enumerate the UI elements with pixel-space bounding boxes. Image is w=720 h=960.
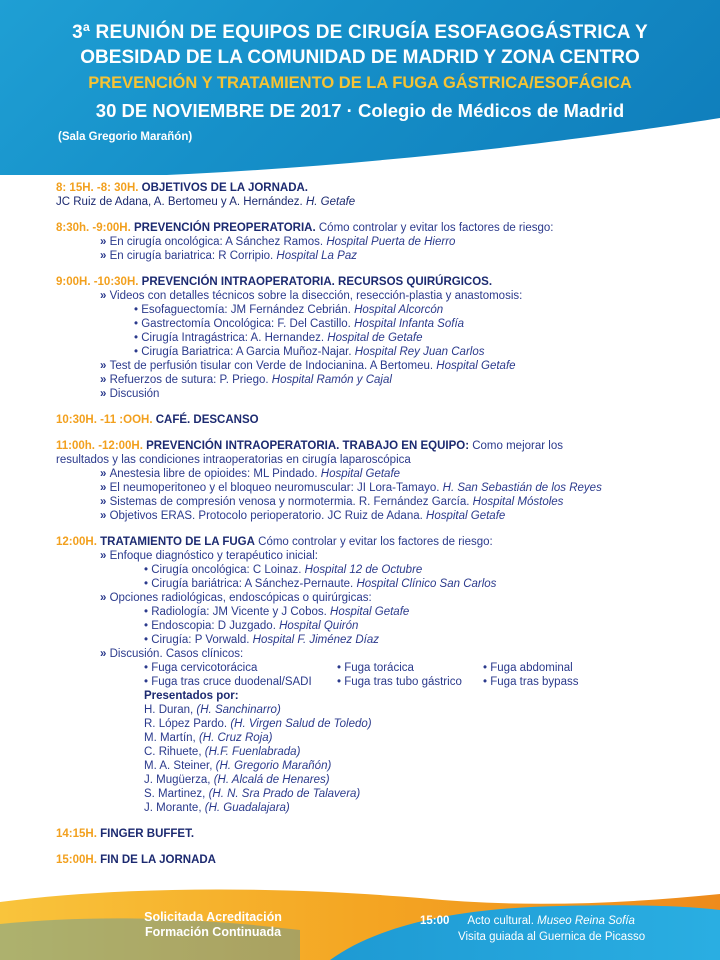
case-item: • Fuga tras cruce duodenal/SADI: [144, 675, 337, 689]
session-time: 15:00H.: [56, 854, 97, 866]
item-text: Objetivos ERAS. Protocolo perioperatorio. JC Ruiz de Adana.: [109, 510, 423, 522]
presenter-name: J. Mugüerza,: [144, 774, 211, 786]
presenter: [56, 759, 676, 773]
case-item: • Fuga torácica: [337, 661, 483, 675]
speakers: JC Ruiz de Adana, A. Bertomeu y A. Hernández.: [56, 196, 303, 208]
presented-by-label: Presentados por:: [144, 690, 239, 702]
hospital: (H. Guadalajara): [204, 802, 290, 814]
presenter-name: M. A. Steiner,: [144, 760, 213, 772]
session-title: TRATAMIENTO DE LA FUGA: [100, 536, 255, 548]
hospital: (H. N. Sra Prado de Talavera): [208, 788, 361, 800]
session-coffee: [56, 413, 676, 427]
activity-detail: Visita guiada al Guernica de Picasso: [458, 931, 646, 943]
hospital: Hospital Getafe: [330, 606, 410, 618]
hospital: Hospital Getafe: [436, 360, 516, 372]
session-title: OBJETIVOS DE LA JORNADA.: [141, 182, 309, 194]
item-text: Gastrectomía Oncológica: F. Del Castillo.: [141, 318, 351, 330]
session-title: FINGER BUFFET.: [100, 828, 195, 840]
hospital: Hospital Rey Juan Carlos: [354, 346, 485, 358]
hospital: (H.F. Fuenlabrada): [204, 746, 301, 758]
session-time: 9:00H. -10:30H.: [56, 276, 139, 288]
presenter: [56, 717, 676, 731]
presenter: [56, 801, 676, 815]
presenter-name: M. Martín,: [144, 732, 196, 744]
list-item: [56, 289, 676, 303]
list-subitem: [56, 345, 676, 359]
cases-row: [56, 675, 676, 689]
session-buffet: [56, 827, 676, 841]
cases-row: [56, 661, 676, 675]
case-item: • Fuga tras tubo gástrico: [337, 675, 483, 689]
item-text: En cirugía bariatrica: R Corripio.: [109, 250, 274, 262]
list-item: [56, 495, 676, 509]
date-place: 30 DE NOVIEMBRE DE 2017 · Colegio de Médicos de Madrid: [95, 100, 625, 121]
session-time: 8:30h. -9:00H.: [56, 222, 131, 234]
hospital: Hospital Infanta Sofía: [354, 318, 465, 330]
session-title: CAFÉ. DESCANSO: [155, 414, 259, 426]
list-item: [56, 373, 676, 387]
activity-text: Acto cultural.: [467, 915, 534, 927]
item-text: Anestesia libre de opioides: ML Pindado.: [109, 468, 318, 480]
hospital: (H. Virgen Salud de Toledo): [230, 718, 372, 730]
hospital: (H. Gregorio Marañón): [215, 760, 332, 772]
item-text: Sistemas de compresión venosa y normotermia. R. Fernández García.: [109, 496, 470, 508]
list-subitem: [56, 633, 676, 647]
session-subtitle: Cómo controlar y evitar los factores de riesgo:: [318, 222, 554, 234]
header-wave-shape: [0, 118, 720, 188]
list-item: [56, 647, 676, 661]
subtitle: PREVENCIÓN Y TRATAMIENTO DE LA FUGA GÁSTRICA/ESOFÁGICA: [88, 74, 632, 92]
room: (Sala Gregorio Marañón): [58, 131, 193, 143]
session-time: 14:15H.: [56, 828, 97, 840]
presenter-name: C. Rihuete,: [144, 746, 202, 758]
activity-time: 15:00: [420, 915, 450, 927]
session-subtitle-cont: resultados y las condiciones intraoperatorias en cirugía laparoscópica: [56, 454, 411, 466]
session-title: FIN DE LA JORNADA: [100, 854, 216, 866]
list-subitem: [56, 317, 676, 331]
session-time: 8: 15H. -8: 30H.: [56, 182, 139, 194]
presenter: [56, 703, 676, 717]
case-item: • Fuga abdominal: [483, 661, 676, 675]
hospital: Hospital Móstoles: [472, 496, 564, 508]
presenter-name: R. López Pardo.: [144, 718, 228, 730]
session-subtitle: Como mejorar los: [472, 440, 563, 452]
list-item: [56, 549, 676, 563]
list-item: [56, 235, 676, 249]
item-text: En cirugía oncológica: A Sánchez Ramos.: [109, 236, 324, 248]
hospital: Hospital Quirón: [279, 620, 359, 632]
item-text: Test de perfusión tisular con Verde de Indocianina. A Bertomeu.: [109, 360, 434, 372]
session-time: 12:00H.: [56, 536, 97, 548]
item-text: Cirugía oncológica: C Loinaz.: [151, 564, 302, 576]
item-text: El neumoperitoneo y el bloqueo neuromuscular: JI Lora-Tamayo.: [109, 482, 440, 494]
list-item: [56, 359, 676, 373]
list-subitem: [56, 563, 676, 577]
case-item: • Fuga tras bypass: [483, 675, 676, 689]
presenter-name: J. Morante,: [144, 802, 202, 814]
hospital: (H. Cruz Roja): [198, 732, 273, 744]
item-text: Cirugía Intragástrica: A. Hernandez.: [141, 332, 325, 344]
session-time: 10:30H. -11 :OOH.: [56, 414, 153, 426]
accreditation-line-1: Solicitada Acreditación: [144, 910, 282, 924]
session-intraop-team: [56, 439, 676, 523]
session-title: PREVENCIÓN INTRAOPERATORIA. RECURSOS QUIRÚRGICOS.: [141, 276, 493, 288]
item-text: Endoscopia: D Juzgado.: [151, 620, 276, 632]
hospital: Hospital Ramón y Cajal: [271, 374, 392, 386]
item-text: Enfoque diagnóstico y terapéutico inicial:: [109, 550, 319, 562]
hospital: Hospital Puerta de Hierro: [326, 236, 456, 248]
cultural-activity: [420, 913, 690, 945]
hospital: Hospital de Getafe: [327, 332, 423, 344]
title-line-2: OBESIDAD DE LA COMUNIDAD DE MADRID Y ZONA CENTRO: [80, 47, 640, 68]
case-item: • Fuga cervicotorácica: [144, 661, 337, 675]
list-item: [56, 481, 676, 495]
hospital: Hospital Getafe: [426, 510, 506, 522]
hospital: Hospital Alcorcón: [354, 304, 444, 316]
session-subtitle: Cómo controlar y evitar los factores de riesgo:: [258, 536, 493, 548]
item-text: Cirugía bariátrica: A Sánchez-Pernaute.: [151, 578, 354, 590]
item-text: Esofaguectomía: JM Fernández Cebrián.: [141, 304, 351, 316]
hospital: Hospital Clínico San Carlos: [356, 578, 497, 590]
session-intraop-resources: [56, 275, 676, 401]
list-item: [56, 591, 676, 605]
presenter: [56, 773, 676, 787]
presenter-name: H. Duran,: [144, 704, 194, 716]
hospital: Hospital La Paz: [276, 250, 357, 262]
hospital: (H. Alcalá de Henares): [213, 774, 330, 786]
title-line-1: 3ª REUNIÓN DE EQUIPOS DE CIRUGÍA ESOFAGOGÁSTRICA Y: [72, 22, 648, 43]
accreditation-line-2: Formación Continuada: [144, 925, 282, 939]
hospital: Hospital 12 de Octubre: [304, 564, 423, 576]
item-text: Cirugía: P Vorwald.: [151, 634, 250, 646]
session-time: 11:00h. -12:00H.: [56, 440, 143, 452]
item-text: Radiología: JM Vicente y J Cobos.: [151, 606, 327, 618]
presenter: [56, 787, 676, 801]
hospital: H. Getafe: [305, 196, 356, 208]
session-title: PREVENCIÓN INTRAOPERATORIA. TRABAJO EN EQUIPO:: [146, 440, 470, 452]
list-item: [56, 509, 676, 523]
session-leak-treatment: [56, 535, 676, 815]
item-text: Discusión. Casos clínicos:: [109, 648, 244, 660]
activity-place: Museo Reina Sofía: [537, 915, 635, 927]
list-subitem: [56, 605, 676, 619]
program: [56, 181, 676, 879]
list-subitem: [56, 619, 676, 633]
accreditation-note: [118, 910, 308, 940]
list-item: [56, 467, 676, 481]
list-item: [56, 387, 676, 401]
hospital: H. San Sebastián de los Reyes: [442, 482, 602, 494]
list-subitem: [56, 577, 676, 591]
presenter: [56, 745, 676, 759]
item-text: Refuerzos de sutura: P. Priego.: [109, 374, 269, 386]
list-subitem: [56, 303, 676, 317]
session-preop: [56, 221, 676, 263]
hospital: Hospital F. Jiménez Díaz: [252, 634, 380, 646]
list-subitem: [56, 331, 676, 345]
item-text: Opciones radiológicas, endoscópicas o quirúrgicas:: [109, 592, 372, 604]
item-text: Discusión: [109, 388, 160, 400]
presenter-name: S. Martinez,: [144, 788, 206, 800]
session-end: [56, 853, 676, 867]
session-objectives: [56, 181, 676, 209]
session-title: PREVENCIÓN PREOPERATORIA.: [133, 222, 316, 234]
presenter: [56, 731, 676, 745]
item-text: Cirugía Bariatrica: A Garcia Muñoz-Najar.: [141, 346, 352, 358]
list-item: [56, 249, 676, 263]
hospital: (H. Sanchinarro): [196, 704, 281, 716]
item-text: Videos con detalles técnicos sobre la disección, resección-plastia y anastomosis:: [109, 290, 523, 302]
hospital: Hospital Getafe: [320, 468, 401, 480]
